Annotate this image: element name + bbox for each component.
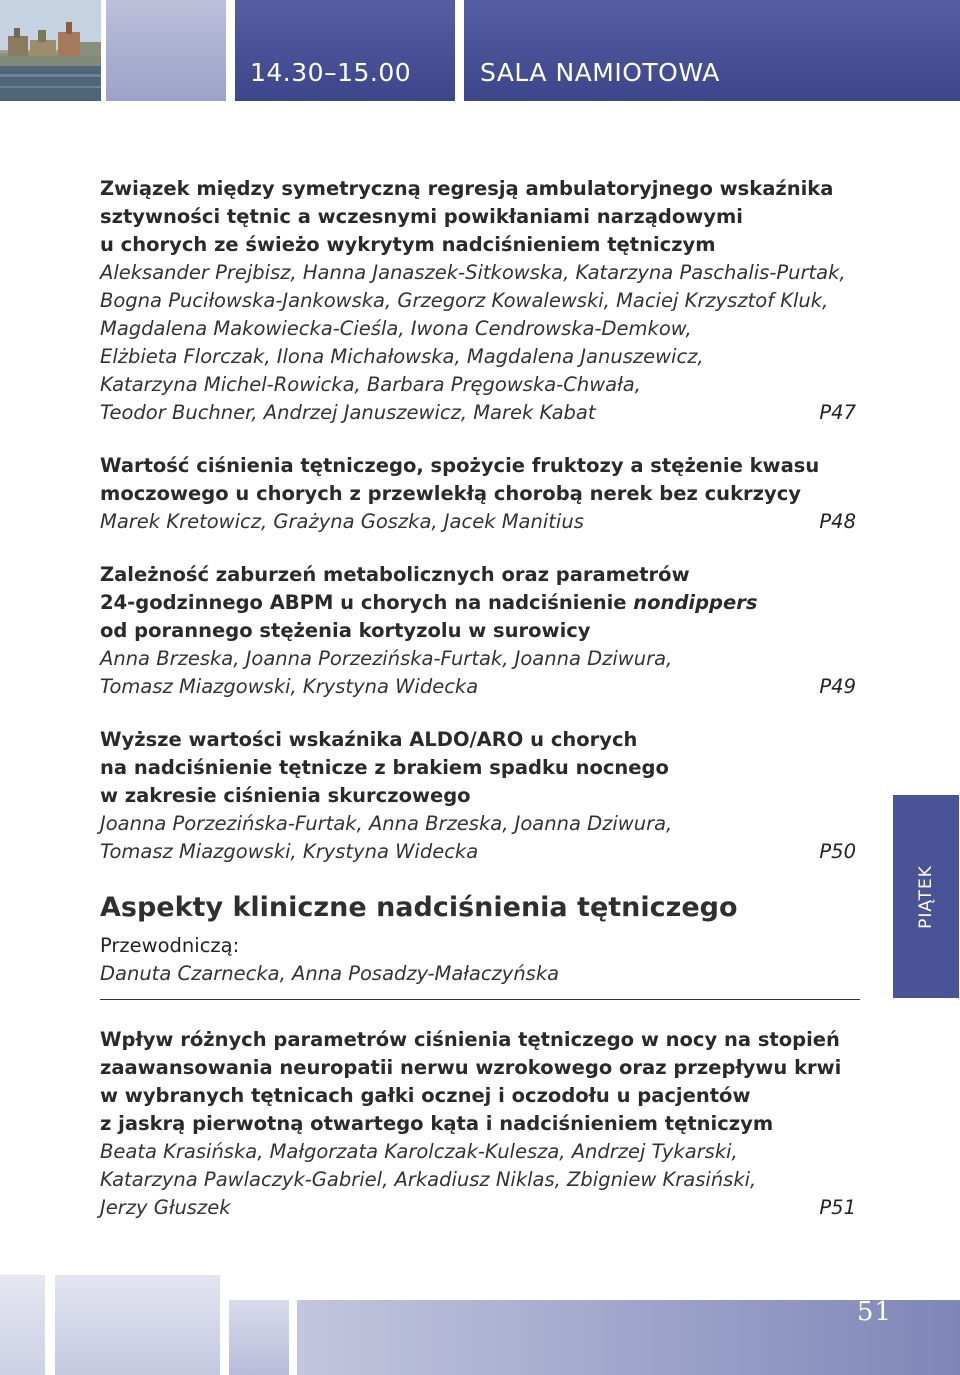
abstract-authors-line: Tomasz Miazgowski, Krystyna Widecka [100,675,479,698]
session-room: SALA NAMIOTOWA [480,58,720,87]
abstract-authors-line: Aleksander Prejbisz, Hanna Janaszek-Sitkowska, Katarzyna Paschalis-Purtak, [100,261,846,284]
abstract-authors-line: Katarzyna Pawlaczyk-Gabriel, Arkadiusz Niklas, Zbigniew Krasiński, [100,1168,757,1191]
abstract-title-line: Związek między symetryczną regresją ambulatoryjnego wskaźnika [100,177,834,200]
abstract-title-line: na nadciśnienie tętnicze z brakiem spadku nocnego [100,756,669,779]
page-footer [0,1275,960,1375]
abstract-authors-line: Bogna Puciłowska-Jankowska, Grzegorz Kowalewski, Maciej Krzysztof Kluk, [100,289,829,312]
day-tab [893,795,959,998]
abstract-entry [100,1026,860,1222]
abstract-authors-line: Teodor Buchner, Andrzej Januszewicz, Marek Kabat [100,401,596,424]
city-skyline-image [0,0,101,101]
footer-band [0,1275,45,1375]
abstract-entry [100,452,860,536]
abstract-title-line: moczowego u chorych z przewlekłą chorobą nerek bez cukrzycy [100,482,801,505]
abstract-title-line: u chorych ze świeżo wykrytym nadciśnieniem tętniczym [100,233,716,256]
session-program [100,175,860,1222]
poster-code: P51 [819,1196,856,1219]
abstract-title-text: 24-godzinnego ABPM u chorych na nadciśnienie [100,591,627,614]
abstract-authors-line: Jerzy Głuszek [100,1196,231,1219]
abstract-authors-line: Elżbieta Florczak, Ilona Michałowska, Magdalena Januszewicz, [100,345,704,368]
abstract-title-line: zaawansowania neuropatii nerwu wzrokowego oraz przepływu krwi [100,1056,842,1079]
abstract-title-line: od porannego stężenia kortyzolu w surowicy [100,619,591,642]
abstract-entry [100,561,860,701]
abstract-authors-line: Beata Krasińska, Małgorzata Karolczak-Kulesza, Andrzej Tykarski, [100,1140,738,1163]
abstract-title-italic: nondippers [633,591,758,614]
abstract-title-line: z jaskrą pierwotną otwartego kąta i nadciśnieniem tętniczym [100,1112,774,1135]
abstract-title-line: w wybranych tętnicach gałki ocznej i oczodołu u pacjentów [100,1084,751,1107]
abstract-title-line: Wartość ciśnienia tętniczego, spożycie fruktozy a stężenie kwasu [100,454,820,477]
poster-code: P48 [819,510,856,533]
abstract-title-line: Wpływ różnych parametrów ciśnienia tętniczego w nocy na stopień [100,1028,840,1051]
page-number: 51 [856,1297,892,1327]
page-header [0,0,960,101]
abstract-authors-line: Katarzyna Michel-Rowicka, Barbara Pręgowska-Chwała, [100,373,641,396]
footer-band [229,1300,289,1375]
session-time: 14.30–15.00 [250,58,412,87]
abstract-authors-line: Marek Kretowicz, Grażyna Goszka, Jacek Manitius [100,510,584,533]
abstract-authors-line: Magdalena Makowiecka-Cieśla, Iwona Cendrowska-Demkow, [100,317,692,340]
header-band-light [106,0,226,101]
abstract-entry [100,726,860,866]
day-tab-label: PIĄTEK [916,864,936,929]
abstract-title-line: Zależność zaburzeń metabolicznych oraz parametrów [100,563,690,586]
abstract-entry [100,175,860,427]
poster-code: P47 [819,401,856,424]
chairs-label: Przewodniczą: [100,934,240,957]
poster-code: P49 [819,675,856,698]
abstract-title-line: sztywności tętnic a wczesnymi powikłaniami narządowymi [100,205,743,228]
abstract-authors-line: Tomasz Miazgowski, Krystyna Widecka [100,840,479,863]
footer-band [55,1275,220,1375]
section-title: Aspekty kliniczne nadciśnienia tętniczego [100,892,738,923]
abstract-title-line: Wyższe wartości wskaźnika ALDO/ARO u chorych [100,728,638,751]
poster-code: P50 [819,840,856,863]
abstract-authors-line: Anna Brzeska, Joanna Porzezińska-Furtak, Joanna Dziwura, [100,647,673,670]
abstract-authors-line: Joanna Porzezińska-Furtak, Anna Brzeska, Joanna Dziwura, [100,812,673,835]
chairs-names: Danuta Czarnecka, Anna Posadzy-Małaczyńska [100,962,560,985]
section-divider [100,999,860,1000]
abstract-title-line: w zakresie ciśnienia skurczowego [100,784,471,807]
header-city-photo [0,0,101,101]
abstract-title-line [100,589,860,617]
